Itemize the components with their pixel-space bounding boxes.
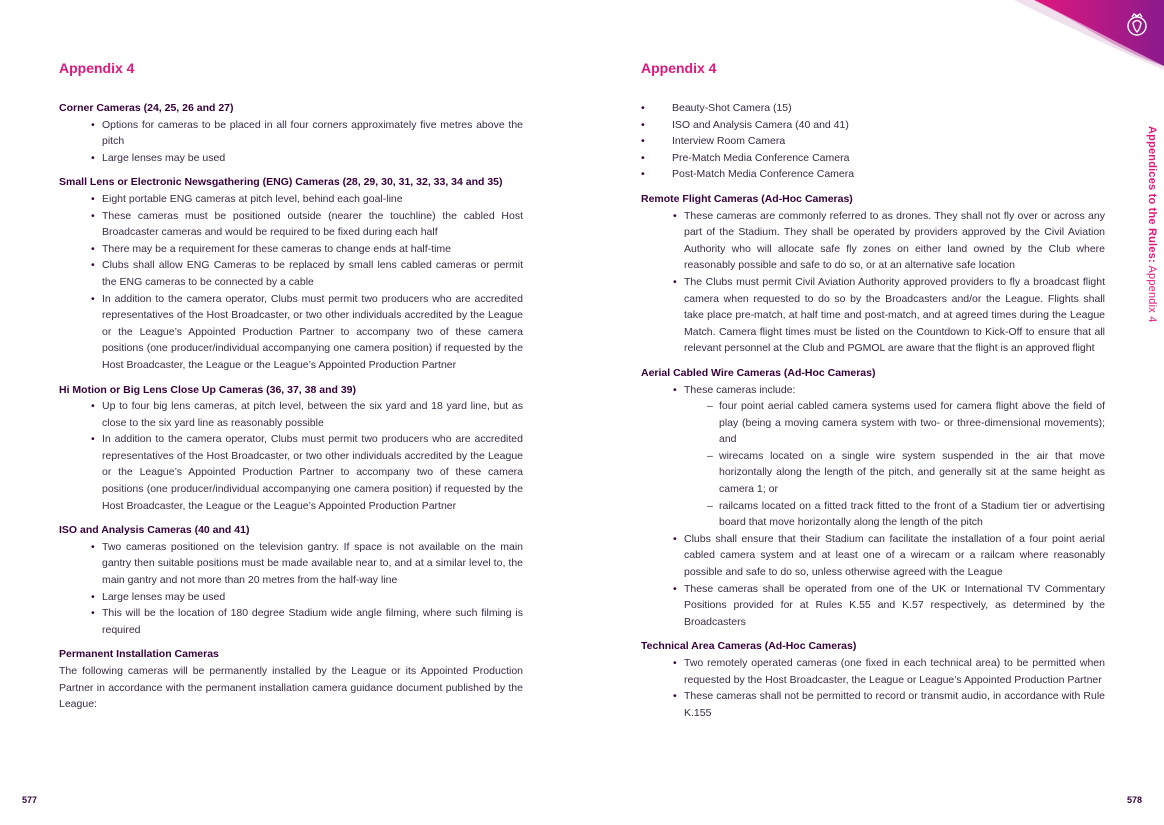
permanent-cameras-text: The following cameras will be permanently installed by the League or its Appointed Production Partner in accordance with the permanent installation camera guidance document published by the League:: [59, 665, 523, 711]
list-item: • There may be a requirement for these cameras to change ends at half-time: [102, 241, 523, 258]
section-title-permanent: Permanent Installation Cameras: [59, 648, 219, 661]
section-title-aerial: Aerial Cabled Wire Cameras (Ad-Hoc Cameras): [641, 366, 876, 379]
left-column: [59, 60, 523, 713]
side-label-bold: Appendices to the Rules:: [1146, 126, 1158, 263]
list-item: – four point aerial cabled camera systems used for camera flight above the field of play (being a moving camera system with two- or three-dimensional movements); and: [719, 398, 1105, 448]
remote-flight-list: [641, 208, 1105, 357]
side-section-label: [1146, 126, 1158, 323]
corner-cameras-list: [59, 117, 523, 167]
technical-area-list: [641, 655, 1105, 721]
iso-cameras-list: [59, 539, 523, 639]
list-item: • Interview Room Camera: [672, 133, 1105, 150]
page-number-left: 577: [22, 795, 38, 805]
list-item: • In addition to the camera operator, Clubs must permit two producers who are accredited representatives of the Host Broadcaster, or two other individuals accredited by the League or the League’s Appointed Production Partner to accompany two of these camera positions (one producer/individual accompanying one camera position) if requested by the Host Broadcaster, the League or the League’s Appointed Production Partner: [102, 291, 523, 374]
list-item: • Two remotely operated cameras (one fixed in each technical area) to be permitted when requested by the Host Broadcaster, the League or League’s Appointed Production Partner: [684, 655, 1105, 688]
list-item: [684, 382, 1105, 531]
list-item: • Two cameras positioned on the television gantry. If space is not available on the main gantry then suitable positions must be made available near to, and at a similar level to, the main gantry and not more than 20 metres from the half-way line: [102, 539, 523, 589]
list-item: • Pre-Match Media Conference Camera: [672, 150, 1105, 167]
list-item: • Large lenses may be used: [102, 589, 523, 606]
side-label-light: Appendix 4: [1146, 262, 1158, 323]
list-item: • Post-Match Media Conference Camera: [672, 166, 1105, 183]
right-page-heading: Appendix 4: [641, 60, 717, 76]
list-item: • These cameras must be positioned outside (nearer the touchline) the cabled Host Broadcaster cameras and would be required to be fixed during each half: [102, 208, 523, 241]
list-item: – railcams located on a fitted track fitted to the front of a Stadium tier or advertising board that move horizontally along the length of the pitch: [719, 498, 1105, 531]
section-title-eng: Small Lens or Electronic Newsgathering (ENG) Cameras (28, 29, 30, 31, 32, 33, 34 and 35): [59, 176, 503, 189]
list-item: • These cameras shall not be permitted to record or transmit audio, in accordance with Rule K.155: [684, 688, 1105, 721]
list-item: • These cameras are commonly referred to as drones. They shall not fly over or across any part of the Stadium. They shall be operated by providers approved by the Civil Aviation Authority who will allocate safe fly zones on either land owned by the Club where reasonably possible and safe to do so, or at an alternative safe location: [684, 208, 1105, 274]
list-item: • In addition to the camera operator, Clubs must permit two producers who are accredited representatives of the Host Broadcaster, or two other individuals accredited by the League or the League’s Appointed Production Partner to accompany two of these camera positions (one producer/individual accompanying one camera position) if requested by the Host Broadcaster, the League or the League’s Appointed Production Partner: [102, 431, 523, 514]
list-item: • Clubs shall allow ENG Cameras to be replaced by small lens cabled cameras or permit the ENG cameras to be connected by a cable: [102, 257, 523, 290]
list-item: • Eight portable ENG cameras at pitch level, behind each goal-line: [102, 191, 523, 208]
list-item: • This will be the location of 180 degree Stadium wide angle filming, where such filming is required: [102, 605, 523, 638]
list-item: • Clubs shall ensure that their Stadium can facilitate the installation of a four point aerial cabled camera system and at least one of a wirecam or a railcam where reasonably possible and safe to do so, unless otherwise agreed with the League: [684, 531, 1105, 581]
list-item: • ISO and Analysis Camera (40 and 41): [672, 117, 1105, 134]
list-item: • The Clubs must permit Civil Aviation Authority approved providers to fly a broadcast flight camera when requested to do so by the Broadcasters and/or the League. Flights shall take place pre-match, at half time and post-match, and at agreed times during the League Match. Camera flight times must be listed on the Countdown to Kick-Off to ensure that all relevant personnel at the Club and PGMOL are aware that the flight is an approved flight: [684, 274, 1105, 357]
right-column: [641, 60, 1105, 729]
page-number-right: 578: [1126, 795, 1142, 805]
list-item: • Options for cameras to be placed in all four corners approximately five metres above the pitch: [102, 117, 523, 150]
hi-motion-cameras-list: [59, 398, 523, 514]
list-item: • These cameras shall be operated from one of the UK or International TV Commentary Positions provided for at Rules K.55 and K.57 respectively, as determined by the Broadcasters: [684, 581, 1105, 631]
aerial-intro: These cameras include:: [684, 383, 796, 396]
right-page: [582, 0, 1164, 825]
list-item: – wirecams located on a single wire system suspended in the air that move horizontally along the length of the pitch, and generally sit at the same height as camera 1; or: [719, 448, 1105, 498]
eng-cameras-list: [59, 191, 523, 374]
list-item: • Up to four big lens cameras, at pitch level, between the six yard and 18 yard line, but as close to the six yard line as reasonably possible: [102, 398, 523, 431]
list-item: • Beauty-Shot Camera (15): [672, 100, 1105, 117]
aerial-sub-list: [684, 398, 1105, 531]
section-title-technical: Technical Area Cameras (Ad-Hoc Cameras): [641, 640, 857, 653]
permanent-cameras-list: [641, 100, 1105, 183]
section-title-corner: Corner Cameras (24, 25, 26 and 27): [59, 102, 234, 114]
section-title-hi-motion: Hi Motion or Big Lens Close Up Cameras (36, 37, 38 and 39): [59, 383, 356, 396]
left-page-heading: Appendix 4: [59, 60, 135, 76]
aerial-cameras-list: [641, 382, 1105, 631]
section-title-iso: ISO and Analysis Cameras (40 and 41): [59, 524, 250, 537]
section-title-remote: Remote Flight Cameras (Ad-Hoc Cameras): [641, 192, 853, 205]
list-item: • Large lenses may be used: [102, 150, 523, 167]
